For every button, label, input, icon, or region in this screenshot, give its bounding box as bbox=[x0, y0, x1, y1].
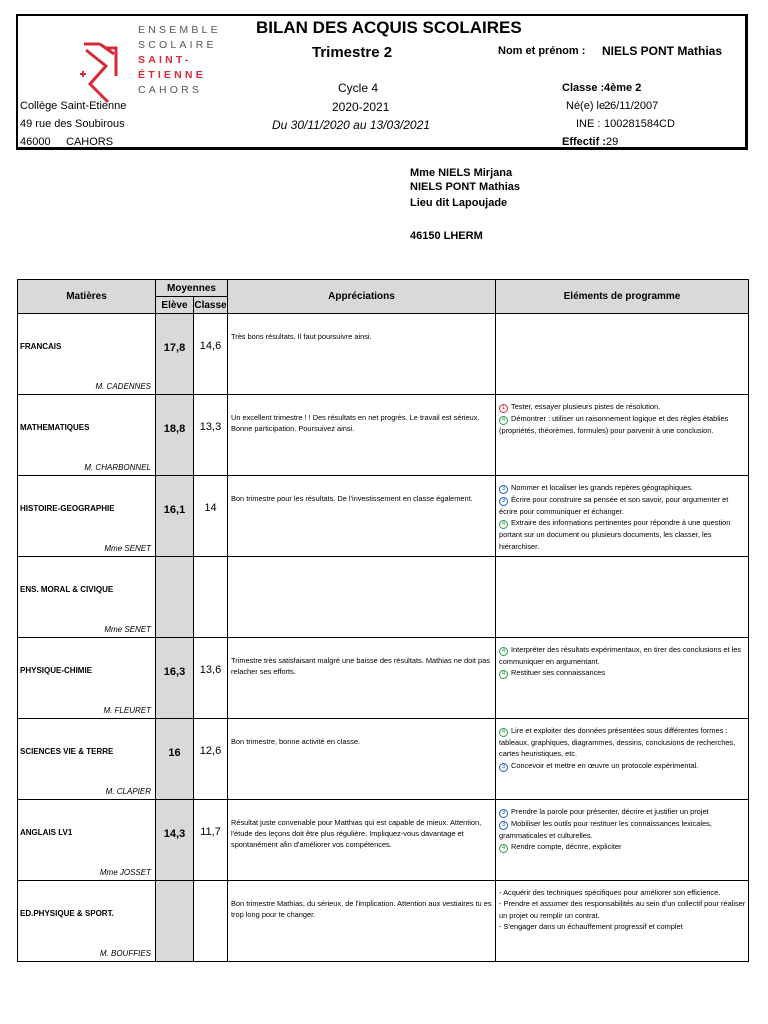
class-average: 13,3 bbox=[194, 395, 228, 476]
grades-table bbox=[17, 279, 749, 962]
table-row bbox=[18, 395, 749, 476]
subject-name: ANGLAIS LV1 bbox=[20, 828, 73, 837]
table-row bbox=[18, 881, 749, 962]
logo-line-5: CAHORS bbox=[138, 84, 203, 96]
teacher-name: M. CHARBONNEL bbox=[84, 463, 151, 472]
table-row bbox=[18, 557, 749, 638]
appreciation: Bon trimestre pour les résultats. De l'investissement en classe également. bbox=[228, 476, 496, 557]
school-address: 49 rue des Soubirous bbox=[20, 118, 125, 130]
teacher-name: Mme SENET bbox=[104, 625, 151, 634]
report-term: Trimestre 2 bbox=[312, 44, 393, 61]
program-element-text: Nommer et localiser les grands repères géographiques. bbox=[511, 483, 693, 492]
student-average: 14,3 bbox=[156, 800, 194, 881]
subject-name: HISTOIRE-GEOGRAPHIE bbox=[20, 504, 115, 513]
subject-cell bbox=[18, 557, 156, 638]
program-element bbox=[499, 887, 746, 898]
subject-cell bbox=[18, 476, 156, 557]
recipient-line-4: 46150 LHERM bbox=[410, 230, 483, 242]
teacher-name: M. FLEURET bbox=[103, 706, 151, 715]
table-row bbox=[18, 719, 749, 800]
student-average: 16,3 bbox=[156, 638, 194, 719]
program-element bbox=[499, 482, 746, 494]
recipient-line-3: Lieu dit Lapoujade bbox=[410, 197, 508, 209]
program-element-text: Démontrer : utiliser un raisonnement logique et des règles établies (propriétés, théorèmes, formules) pour parvenir à une conclusion. bbox=[499, 414, 729, 435]
program-element bbox=[499, 401, 746, 413]
appreciation: Un excellent trimestre ! ! Des résultats en net progrès. Le travail est sérieux. Bonne participation. Poursuivez ainsi. bbox=[228, 395, 496, 476]
program-element bbox=[499, 806, 746, 818]
competency-level-icon: 4 bbox=[499, 670, 508, 679]
header-moyennes: Moyennes bbox=[156, 280, 228, 297]
competency-level-icon: 4 bbox=[499, 416, 508, 425]
school-name: Collège Saint-Etienne bbox=[20, 100, 127, 112]
program-elements bbox=[496, 719, 749, 800]
recipient-line-1: Mme NIELS Mirjana bbox=[410, 167, 513, 179]
program-elements bbox=[496, 557, 749, 638]
report-header bbox=[16, 14, 748, 150]
report-title: BILAN DES ACQUIS SCOLAIRES bbox=[256, 18, 522, 37]
subject-cell bbox=[18, 638, 156, 719]
teacher-name: Mme JOSSET bbox=[99, 868, 151, 877]
teacher-name: M. BOUFFIES bbox=[99, 949, 151, 958]
logo-line-4: ÉTIENNE bbox=[138, 69, 206, 81]
ine-value: 100281584CD bbox=[604, 118, 675, 130]
appreciation bbox=[228, 557, 496, 638]
student-average bbox=[156, 557, 194, 638]
class-average: 14,6 bbox=[194, 314, 228, 395]
program-element-text: Interpréter des résultats expérimentaux, en tirer des conclusions et les communiquer en argumentant. bbox=[499, 645, 742, 666]
class-value: 4ème 2 bbox=[604, 82, 642, 94]
program-element-text: Lire et exploiter des données présentées sous différentes formes : tableaux, graphiques, diagrammes, dessins, conclusions de recherches, cartes heuristiques, etc. bbox=[499, 726, 736, 759]
competency-level-icon: 3 bbox=[499, 485, 508, 494]
program-elements bbox=[496, 476, 749, 557]
subject-name: ENS. MORAL & CIVIQUE bbox=[20, 585, 114, 594]
program-element bbox=[499, 517, 746, 552]
competency-level-icon: 1 bbox=[499, 404, 508, 413]
program-element bbox=[499, 494, 746, 517]
class-average: 13,6 bbox=[194, 638, 228, 719]
program-element-text: Prendre la parole pour présenter, décrire et justifier un projet bbox=[511, 807, 709, 816]
logo-line-2: SCOLAIRE bbox=[138, 39, 217, 51]
report-year: 2020-2021 bbox=[332, 100, 390, 114]
appreciation: Très bons résultats. Il faut poursuivre ainsi. bbox=[228, 314, 496, 395]
program-element bbox=[499, 841, 746, 853]
competency-level-icon: 4 bbox=[499, 647, 508, 656]
program-element bbox=[499, 818, 746, 841]
subject-cell bbox=[18, 395, 156, 476]
program-element bbox=[499, 725, 746, 760]
subject-cell bbox=[18, 800, 156, 881]
student-average: 16 bbox=[156, 719, 194, 800]
subject-name: PHYSIQUE-CHIMIE bbox=[20, 666, 93, 675]
logo-line-1: ENSEMBLE bbox=[138, 24, 221, 36]
subject-name: MATHEMATIQUES bbox=[20, 423, 90, 432]
logo-line-3: SAINT- bbox=[138, 54, 192, 66]
header-matieres: Matières bbox=[18, 280, 156, 314]
class-average: 11,7 bbox=[194, 800, 228, 881]
program-element bbox=[499, 413, 746, 436]
program-element-text: - Acquérir des techniques spécifiques pour améliorer son efficience. bbox=[499, 888, 721, 897]
program-elements bbox=[496, 881, 749, 962]
birth-value: 26/11/2007 bbox=[604, 100, 659, 112]
ine-label: INE : bbox=[576, 118, 601, 130]
recipient-line-2: NIELS PONT Mathias bbox=[410, 181, 521, 193]
subject-name: ED.PHYSIQUE & SPORT. bbox=[20, 909, 114, 918]
effectif-value: 29 bbox=[606, 136, 619, 148]
program-elements bbox=[496, 638, 749, 719]
student-name: NIELS PONT Mathias bbox=[602, 44, 723, 58]
class-average: 14 bbox=[194, 476, 228, 557]
program-element-text: - Prendre et assumer des responsabilités au sein d'un collectif pour réaliser un projet ou remplir un contrat. bbox=[499, 899, 746, 920]
appreciation: Trimestre très satisfaisant malgré une baisse des résultats. Mathias ne doit pas relacher ses efforts. bbox=[228, 638, 496, 719]
header-classe: Classe bbox=[194, 297, 228, 314]
appreciation: Bon trimestre Mathias, du sérieux, de l'implication. Attention aux vestiaires tu es trop long pour te changer. bbox=[228, 881, 496, 962]
program-element-text: Tester, essayer plusieurs pistes de résolution. bbox=[511, 402, 661, 411]
header-elements: Eléments de programme bbox=[496, 280, 749, 314]
school-logo-icon bbox=[76, 40, 122, 106]
program-element-text: Restituer ses connaissances bbox=[511, 668, 606, 678]
subject-name: SCIENCES VIE & TERRE bbox=[20, 747, 114, 756]
school-postcode: 46000 bbox=[20, 136, 51, 148]
class-average bbox=[194, 557, 228, 638]
program-element-text: Rendre compte, décrire, expliciter bbox=[511, 842, 622, 852]
student-name-label: Nom et prénom : bbox=[498, 45, 586, 57]
class-label: Classe : bbox=[562, 82, 605, 94]
competency-level-icon: 3 bbox=[499, 763, 508, 772]
subject-name: FRANCAIS bbox=[20, 342, 62, 351]
student-average: 18,8 bbox=[156, 395, 194, 476]
program-element-text: - S'engager dans un échauffement progressif et complet bbox=[499, 922, 683, 932]
competency-level-icon: 4 bbox=[499, 844, 508, 853]
program-elements bbox=[496, 395, 749, 476]
table-row bbox=[18, 800, 749, 881]
teacher-name: M. CLAPIER bbox=[105, 787, 151, 796]
student-average: 16,1 bbox=[156, 476, 194, 557]
class-average bbox=[194, 881, 228, 962]
program-element bbox=[499, 667, 746, 679]
subject-cell bbox=[18, 719, 156, 800]
subject-cell bbox=[18, 881, 156, 962]
competency-level-icon: 4 bbox=[499, 520, 508, 529]
teacher-name: M. CADENNES bbox=[95, 382, 151, 391]
program-elements bbox=[496, 314, 749, 395]
program-element-text: Écrire pour construire sa pensée et son savoir, pour argumenter et écrire pour communiquer et échanger. bbox=[499, 495, 729, 516]
birth-label: Né(e) le : bbox=[566, 100, 612, 112]
appreciation: Résultat juste convenable pour Matthias qui est capable de mieux. Attention, l'étude des leçons doit être plus régulière. Impliquez-vous davantage et spontanément afin d'améliorer vos compétences. bbox=[228, 800, 496, 881]
program-element bbox=[499, 921, 746, 932]
subject-cell bbox=[18, 314, 156, 395]
teacher-name: Mme SENET bbox=[104, 544, 151, 553]
header-eleve: Elève bbox=[156, 297, 194, 314]
program-elements bbox=[496, 800, 749, 881]
program-element-text: Mobiliser les outils pour restituer les connaissances lexicales, grammaticales et culturelles. bbox=[499, 819, 712, 840]
table-row bbox=[18, 476, 749, 557]
competency-level-icon: 3 bbox=[499, 821, 508, 830]
competency-level-icon: 3 bbox=[499, 497, 508, 506]
program-element bbox=[499, 898, 746, 921]
appreciation: Bon trimestre, bonne activité en classe. bbox=[228, 719, 496, 800]
table-row bbox=[18, 314, 749, 395]
report-cycle: Cycle 4 bbox=[338, 81, 379, 95]
program-element-text: Concevoir et mettre en œuvre un protocole expérimental. bbox=[511, 760, 699, 770]
program-element bbox=[499, 644, 746, 667]
competency-level-icon: 3 bbox=[499, 809, 508, 818]
school-city: CAHORS bbox=[66, 136, 114, 148]
program-element bbox=[499, 760, 746, 772]
program-element-text: Extraire des informations pertinentes pour répondre à une question portant sur un document ou plusieurs documents, les classer, les hiérarchiser. bbox=[499, 518, 731, 551]
class-average: 12,6 bbox=[194, 719, 228, 800]
report-period: Du 30/11/2020 au 13/03/2021 bbox=[272, 118, 430, 132]
student-average bbox=[156, 881, 194, 962]
header-appreciations: Appréciations bbox=[228, 280, 496, 314]
effectif-label: Effectif : bbox=[562, 136, 606, 148]
competency-level-icon: 4 bbox=[499, 728, 508, 737]
table-row bbox=[18, 638, 749, 719]
student-average: 17,8 bbox=[156, 314, 194, 395]
